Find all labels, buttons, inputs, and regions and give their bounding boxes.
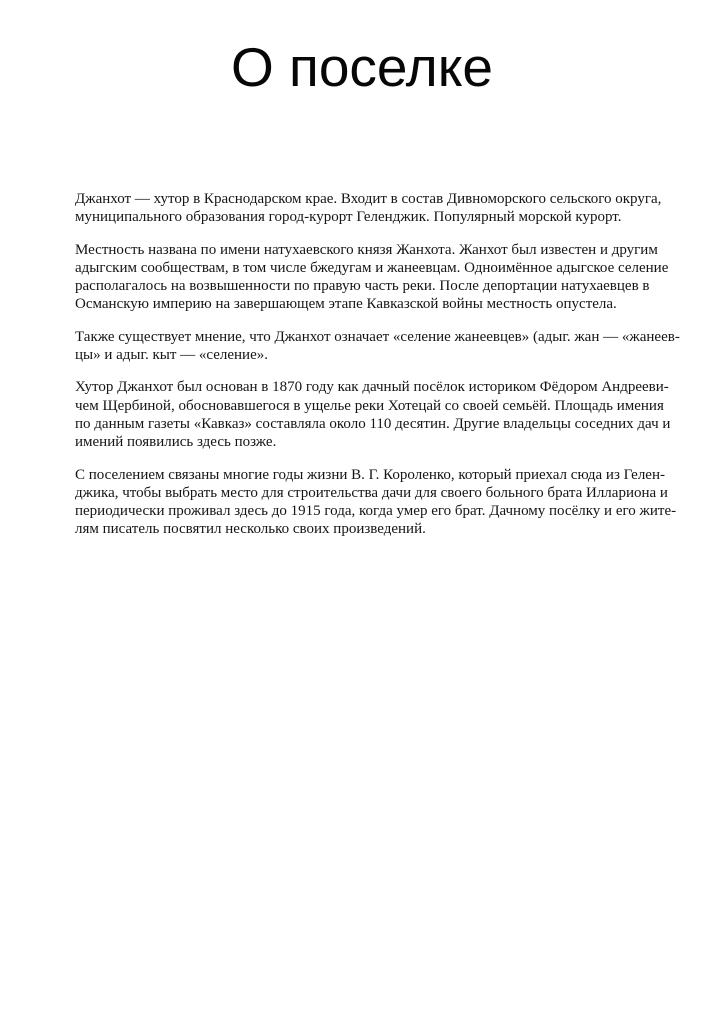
paragraph-founding (75, 378, 671, 451)
text-line: по данным газеты «Кавказ» составляла около 110 десятин. Другие владельцы соседних дач и (75, 415, 671, 432)
text-line: Местность названа по имени натухаевского князя Жанхота. Жанхот был известен и другим (75, 241, 658, 258)
text-line: имений появились здесь позже. (75, 434, 277, 451)
text-line: джика, чтобы выбрать место для строительства дачи для своего больного брата Иллариона и (75, 484, 668, 501)
text-line: цы» и адыг. кыт — «селение». (75, 347, 268, 364)
article-body (75, 190, 680, 539)
text-line: адыгским сообществам, в том числе бжедугам и жанеевцам. Одноимённое адыгское селение (75, 259, 669, 276)
paragraph-etymology (75, 328, 680, 365)
text-line: располагалось на возвышенности по правую часть реки. После депортации натухаевцев в (75, 278, 650, 295)
text-line: Также существует мнение, что Джанхот означает «селение жанеевцев» (адыг. жан — «жанеев- (75, 328, 680, 345)
text-line: чем Щербиной, обосновавшегося в ущелье реки Хотецай со своей семьёй. Площадь имения (75, 397, 664, 414)
text-line: муниципального образования город-курорт Геленджик. Популярный морской курорт. (75, 209, 622, 226)
page-title: О поселке (230, 36, 494, 98)
text-line: Хутор Джанхот был основан в 1870 году как дачный посёлок историком Фёдором Андрееви- (75, 379, 669, 396)
text-line: Джанхот — хутор в Краснодарском крае. Входит в состав Дивноморского сельского округа, (75, 191, 662, 207)
text-line: Османскую империю на завершающем этапе Кавказской войны местность опустела. (75, 296, 617, 313)
text-line: С поселением связаны многие годы жизни В. Г. Короленко, который приехал сюда из Гелен- (75, 466, 665, 483)
paragraph-location (75, 190, 661, 227)
text-line: периодически проживал здесь до 1915 года, когда умер его брат. Дачному посёлку и его жите- (75, 503, 677, 520)
paragraph-name-origin (75, 241, 669, 314)
text-line: лям писатель посвятил несколько своих произведений. (75, 521, 426, 538)
paragraph-korolenko (75, 466, 677, 539)
